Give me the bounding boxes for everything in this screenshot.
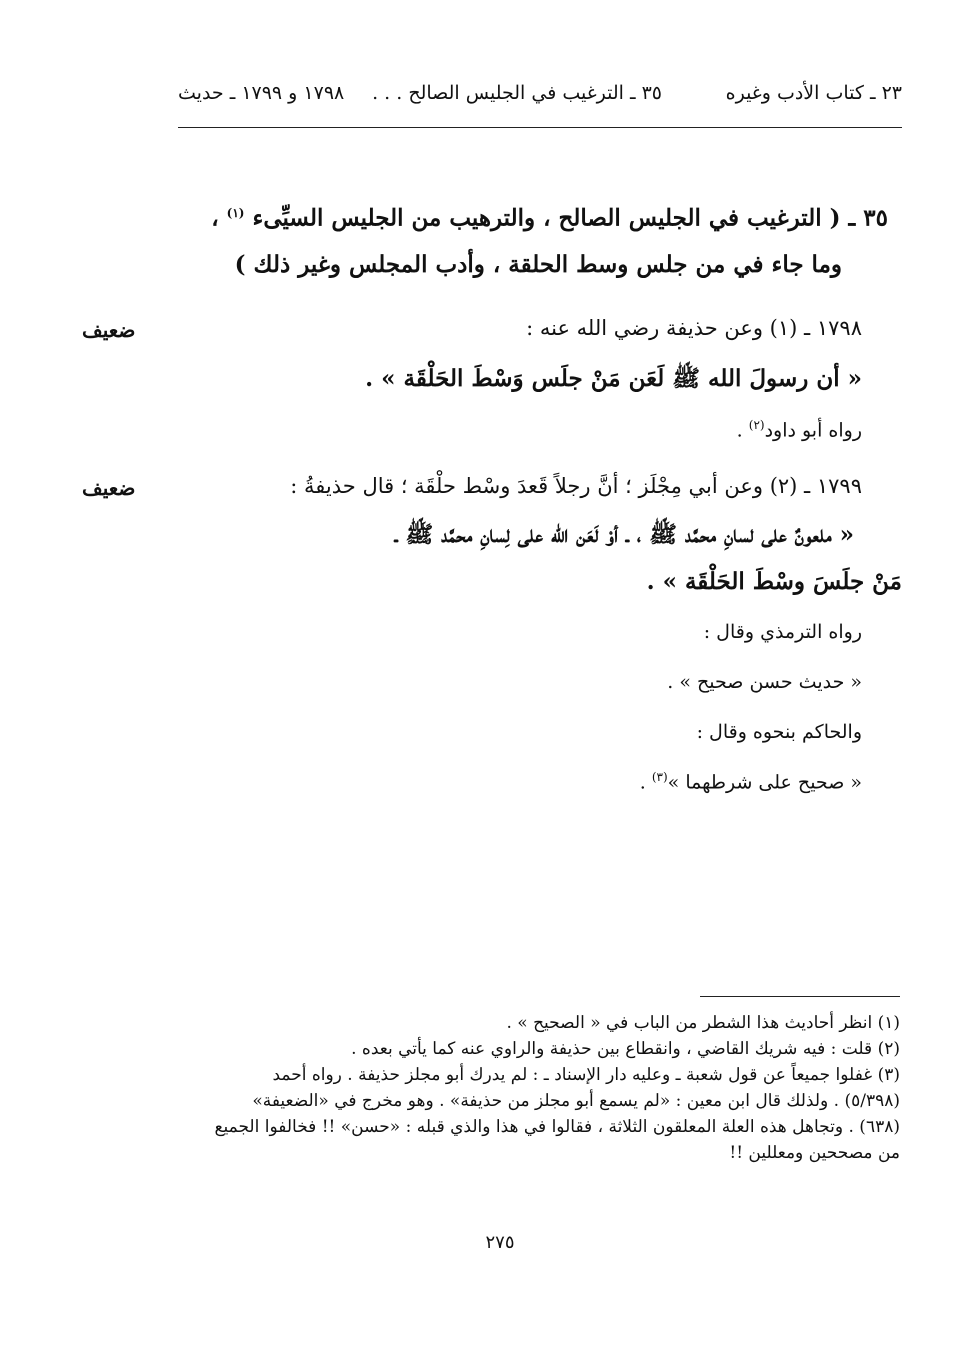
hadith-intro: ١٧٩٩ ـ (٢) وعن أبي مِجْلَز ؛ أنَّ رجلاً قَعدَ وسْط حلْقَة ؛ قال حذيفةُ : bbox=[290, 474, 862, 498]
footnote-2: (٢) قلت : فيه شريك القاضي ، وانقطاع بين حذيفة والراوي عنه كما يأتي بعده . bbox=[351, 1039, 900, 1059]
footnote-3-continued: (٦٣٨) . وتجاهل هذه العلة المعلقون الثلاثة ، فقالوا في هذا والذي قبله : «حسن» !! فخالفوا الجميع bbox=[214, 1117, 900, 1137]
footnote-ref: (١) bbox=[226, 206, 245, 220]
hadith-matn-continued: مَنْ جلَسَ وسْطَ الحَلْقَة » . bbox=[646, 568, 902, 595]
header-chapter-title: ٣٥ ـ الترغيب في الجليس الصالح . . . bbox=[372, 82, 662, 104]
header-book-title: ٢٣ ـ كتاب الأدب وغيره bbox=[725, 82, 902, 104]
hadith-intro: ١٧٩٨ ـ (١) وعن حذيفة رضي الله عنه : bbox=[526, 316, 862, 340]
hadith-source: رواه أبو داود$^{(٢)}$ . bbox=[736, 418, 862, 442]
running-header bbox=[178, 82, 902, 118]
header-hadith-range: ١٧٩٨ و ١٧٩٩ ـ حديث bbox=[178, 82, 345, 104]
hadith-source: رواه الترمذي وقال : bbox=[703, 621, 862, 643]
hadith-source: والحاكم بنحوه وقال : bbox=[696, 721, 862, 743]
footnote-1: (١) انظر أحاديث هذا الشطر من الباب في « الصحيح » . bbox=[506, 1013, 900, 1033]
hadith-quote: « صحيح على شرطهما »$^{(٣)}$ . bbox=[639, 770, 862, 794]
chapter-heading-line-1: ٣٥ ـ ( الترغيب في الجليس الصالح ، والترهيب من الجليس السيِّىء $^{(١)}$ ، bbox=[211, 204, 888, 232]
grade-label: ضعيف bbox=[82, 318, 136, 342]
footnote-ref: (٢) bbox=[748, 418, 765, 432]
page-number: ٢٧٥ bbox=[485, 1232, 515, 1253]
footnote-ref: (٣) bbox=[651, 770, 668, 784]
hadith-matn: « ملعونٌ على لسانِ محمَّد ﷺ ، ـ أوْ لَعَن الله على لِسانِ محمَّد ﷺ ـ bbox=[394, 521, 854, 548]
footnotes bbox=[170, 1010, 900, 1166]
header-divider bbox=[178, 127, 902, 128]
footnote-3-continued: (٥/٣٩٨) . ولذلك قال ابن معين : «لم يسمع أبو مجلز من حذيفة» . وهو مخرج في «الضعيفة» bbox=[252, 1091, 900, 1111]
hadith-quote: « حديث حسن صحيح » . bbox=[667, 671, 862, 693]
grade-label: ضعيف bbox=[82, 476, 136, 500]
footnote-divider bbox=[700, 996, 900, 997]
chapter-heading-line-2: وما جاء في من جلس وسط الحلقة ، وأدب المجلس وغير ذلك ) bbox=[234, 250, 842, 278]
footnote-3: (٣) غفلوا جميعاً عن قول شعبة ـ وعليه دار الإسناد ـ : لم يدرك أبو مجلز حذيفة . رواه أحمد bbox=[272, 1065, 900, 1085]
footnote-3-continued: من مصححين ومعللين !! bbox=[729, 1143, 900, 1163]
chapter-heading bbox=[188, 190, 888, 288]
hadith-matn: « أن رسولَ الله ﷺ لَعَن مَنْ جلَس وَسْطَ الحَلْقَة » . bbox=[365, 365, 862, 392]
